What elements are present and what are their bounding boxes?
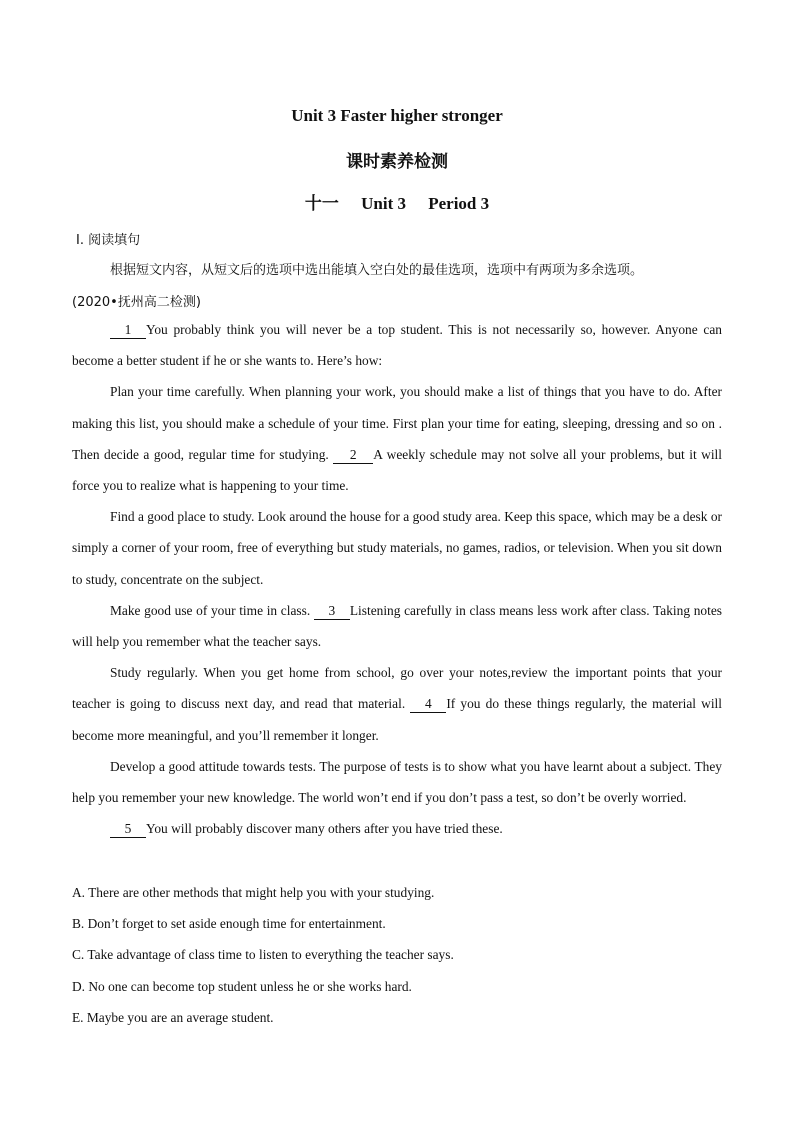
blank-2: 2 bbox=[333, 447, 373, 464]
lesson-unit: Unit 3 bbox=[361, 194, 406, 213]
lesson-number: 十一 bbox=[304, 194, 339, 213]
paragraph-text: Make good use of your time in class. bbox=[110, 602, 311, 618]
option-a: A. There are other methods that might help you with your studying. bbox=[72, 885, 435, 900]
blank-1: 1 bbox=[110, 322, 146, 339]
paragraph-3: Find a good place to study. Look around the house for a good study area. Keep this space, which may be a desk or simply a corner of your room, free of everything but study materials, no games, radios, or television. When you sit down to study, concentrate on the subject. bbox=[72, 509, 722, 587]
lesson-period: Period 3 bbox=[428, 194, 490, 213]
option-b: B. Don’t forget to set aside enough time for entertainment. bbox=[72, 916, 386, 932]
document-title: Unit 3 Faster higher stronger bbox=[291, 106, 503, 125]
paragraph-text: Study regularly. When you get home from school, go over your notes,review the important points that your teacher is going to discuss next day, and read that material. bbox=[72, 665, 722, 712]
paragraph-text: Listening carefully in class means less work after class. Taking notes will help you remember what the teacher says. bbox=[72, 602, 722, 650]
source-note: (2020•抚州高二检测) bbox=[72, 295, 201, 310]
option-e: E. Maybe you are an average student. bbox=[72, 1009, 274, 1025]
section-label: Ⅰ. 阅读填句 bbox=[76, 233, 141, 248]
section-instruction: 根据短文内容，从短文后的选项中选出能填入空白处的最佳选项，选项中有两项为多余选项。 bbox=[110, 263, 644, 278]
paragraph-text: You probably think you will never be a top student. This is not necessarily so, however. Anyone can become a better student if he or she wants to. Here’s how: bbox=[72, 322, 722, 369]
blank-4: 4 bbox=[410, 696, 446, 713]
option-d: D. No one can become top student unless he or she works hard. bbox=[72, 978, 412, 994]
paragraph-7 bbox=[72, 813, 722, 844]
paragraph-4 bbox=[72, 595, 722, 657]
paragraph-1 bbox=[72, 314, 722, 376]
paragraph-text: You will probably discover many others after you have tried these. bbox=[146, 821, 503, 837]
lesson-heading bbox=[72, 189, 722, 214]
paragraph-text: Plan your time carefully. When planning your work, you should make a list of things that you have to do. After making this list, you should make a schedule of your time. First plan your time for eating, sleeping, dressing and so on . Then decide a good, regular time for studying. bbox=[72, 384, 722, 462]
paragraph-6: Develop a good attitude towards tests. The purpose of tests is to show what you have learnt about a subject. They help you remember your new knowledge. The world won’t end if you don’t pass a test, so don’t be overly worried. bbox=[72, 758, 722, 806]
options-list bbox=[72, 877, 454, 1033]
paragraph-5 bbox=[72, 657, 722, 751]
passage bbox=[72, 314, 722, 844]
paragraph-text: If you do these things regularly, the material will become more meaningful, and you’ll remember it longer. bbox=[72, 696, 722, 743]
option-c: C. Take advantage of class time to listen to everything the teacher says. bbox=[72, 947, 454, 963]
blank-5: 5 bbox=[110, 821, 146, 838]
paragraph-text: A weekly schedule may not solve all your problems, but it will force you to realize what is happening to your time. bbox=[72, 446, 722, 494]
blank-3: 3 bbox=[314, 603, 350, 620]
document-subtitle: 课时素养检测 bbox=[346, 152, 448, 172]
paragraph-2 bbox=[72, 376, 722, 501]
